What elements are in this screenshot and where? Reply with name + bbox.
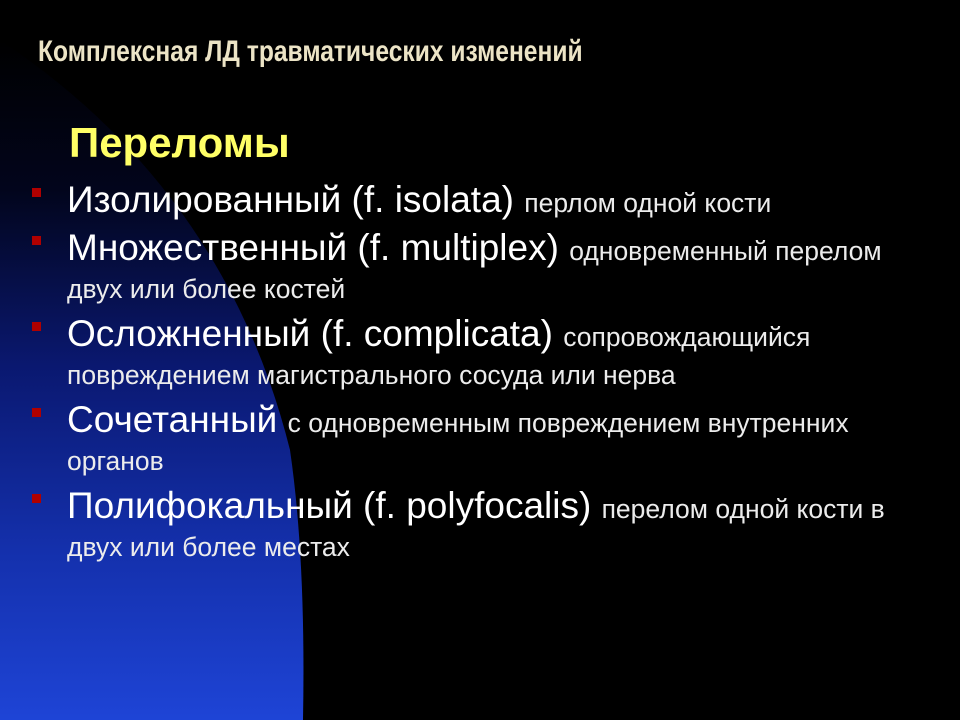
item-description: с одновременным повреждением внутренних органов [67,408,849,476]
square-bullet-icon [32,188,41,197]
item-description: сопровождающийся повреждением магистрального сосуда или нерва [67,322,811,390]
item-term: Изолированный (f. isolata) [67,179,514,220]
fracture-types-list [67,181,905,573]
item-term: Осложненный (f. complicata) [67,313,553,354]
square-bullet-icon [32,322,41,331]
list-item [67,181,905,219]
item-description: перелом одной кости в двух или более местах [67,494,885,562]
slide-title: Комплексная ЛД травматических изменений [38,35,583,68]
square-bullet-icon [32,494,41,503]
item-description: перлом одной кости [524,188,772,218]
list-item [67,487,905,563]
item-description: одновременный перелом двух или более костей [67,236,882,304]
square-bullet-icon [32,408,41,417]
section-heading: Переломы [69,119,290,166]
item-term: Множественный (f. multiplex) [67,227,559,268]
item-term: Сочетанный [67,399,278,440]
square-bullet-icon [32,236,41,245]
list-item [67,229,905,305]
list-item [67,401,905,477]
item-term: Полифокальный (f. polyfocalis) [67,485,592,526]
list-item [67,315,905,391]
